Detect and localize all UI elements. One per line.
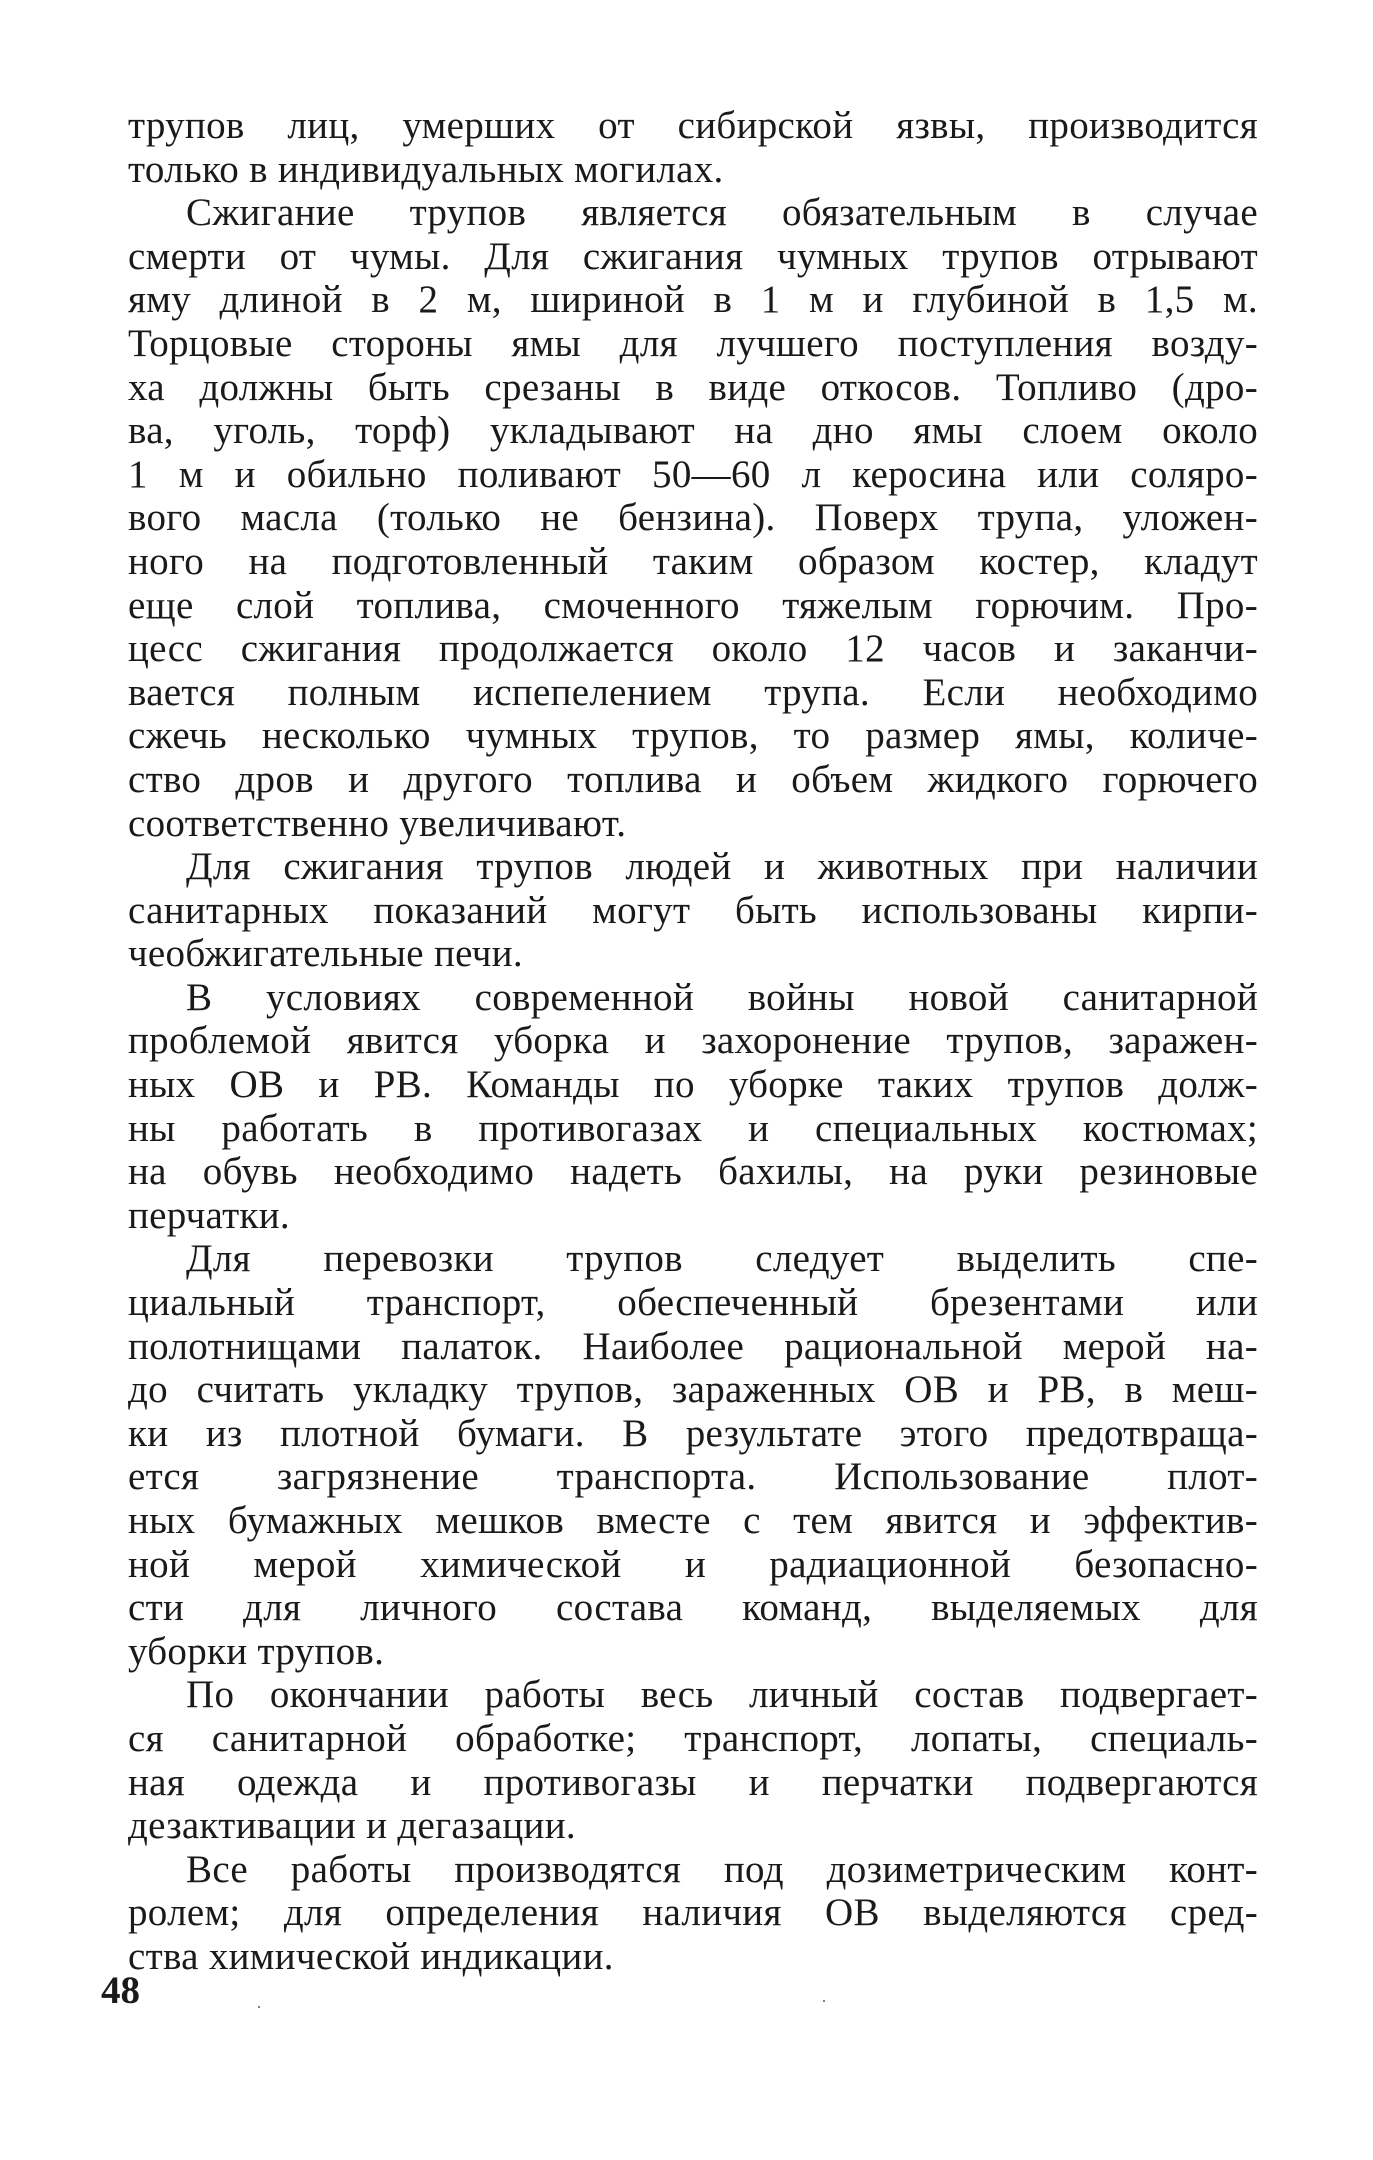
text-line: Все работы производятся под дозиметрическим конт- <box>186 1847 1258 1891</box>
paragraph <box>128 104 1258 191</box>
paragraph <box>128 191 1258 845</box>
text-line: ется загрязнение транспорта. Использование плот- <box>128 1455 1258 1499</box>
text-line: ха должны быть срезаны в виде откосов. Топливо (дро- <box>128 365 1258 409</box>
text-line: на обувь необходимо надеть бахилы, на руки резиновые <box>128 1150 1258 1194</box>
text-line: ных бумажных мешков вместе с тем явится и эффектив- <box>128 1499 1258 1542</box>
text-line: 1 м и обильно поливают 50—60 л керосина или соляро- <box>128 452 1258 496</box>
paragraph <box>128 1673 1258 1847</box>
text-line: проблемой явится уборка и захоронение трупов, заражен- <box>128 1019 1258 1063</box>
text-line: трупов лиц, умерших от сибирской язвы, производится <box>128 104 1258 147</box>
text-line: ного на подготовленный таким образом костер, кладут <box>128 539 1258 583</box>
paragraph <box>128 976 1258 1238</box>
text-line: ных ОВ и РВ. Команды по уборке таких трупов долж- <box>128 1063 1258 1107</box>
text-line: полотнищами палаток. Наиболее рациональной мерой на- <box>128 1324 1258 1368</box>
text-line: чеобжигательные печи. <box>128 932 523 976</box>
text-line: смерти от чумы. Для сжигания чумных трупов отрывают <box>128 234 1258 278</box>
text-line: соответственно увеличивают. <box>128 801 627 845</box>
text-line: вого масла (только не бензина). Поверх трупа, уложен- <box>128 496 1258 540</box>
text-line: ная одежда и противогазы и перчатки подвергаются <box>128 1760 1258 1804</box>
paragraph <box>128 845 1258 976</box>
scan-speck <box>823 2000 825 2002</box>
text-line: цесс сжигания продолжается около 12 часов и заканчи- <box>128 627 1258 671</box>
text-line: Сжигание трупов является обязательным в случае <box>186 191 1258 235</box>
text-line: ной мерой химической и радиационной безопасно- <box>128 1542 1258 1586</box>
text-line: ся санитарной обработке; транспорт, лопаты, специаль- <box>128 1716 1258 1760</box>
text-line: ки из плотной бумаги. В результате этого предотвраща- <box>128 1411 1258 1455</box>
text-line: Для сжигания трупов людей и животных при наличии <box>186 845 1258 889</box>
text-line: ны работать в противогазах и специальных костюмах; <box>128 1106 1258 1150</box>
text-line: По окончании работы весь личный состав подвергает- <box>186 1673 1258 1717</box>
text-line: санитарных показаний могут быть использованы кирпи- <box>128 888 1258 932</box>
text-line: яму длиной в 2 м, шириной в 1 м и глубиной в 1,5 м. <box>128 278 1258 322</box>
text-line: уборки трупов. <box>128 1629 385 1673</box>
text-line: дезактивации и дегазации. <box>128 1804 576 1848</box>
text-line: вается полным испепелением трупа. Если необходимо <box>128 670 1258 714</box>
text-line: ва, уголь, торф) укладывают на дно ямы слоем около <box>128 409 1258 453</box>
text-line: сжечь несколько чумных трупов, то размер ямы, количе- <box>128 714 1258 758</box>
text-line: циальный транспорт, обеспеченный брезентами или <box>128 1281 1258 1325</box>
text-line: только в индивидуальных могилах. <box>128 147 724 191</box>
text-line: до считать укладку трупов, зараженных ОВ и РВ, в меш- <box>128 1368 1258 1412</box>
text-line: еще слой топлива, смоченного тяжелым горючим. Про- <box>128 583 1258 627</box>
text-line: Торцовые стороны ямы для лучшего поступления возду- <box>128 321 1258 365</box>
page-body <box>128 104 1258 1979</box>
text-line: ролем; для определения наличия ОВ выделяются сред- <box>128 1891 1258 1935</box>
scan-speck <box>258 2006 260 2008</box>
text-line: Для перевозки трупов следует выделить спе- <box>186 1237 1258 1281</box>
paragraph <box>128 1237 1258 1673</box>
page-number: 48 <box>101 1969 140 2012</box>
text-line: ство дров и другого топлива и объем жидкого горючего <box>128 757 1258 801</box>
text-line: сти для личного состава команд, выделяемых для <box>128 1586 1258 1630</box>
text-line: перчатки. <box>128 1193 290 1237</box>
text-line: В условиях современной войны новой санитарной <box>186 975 1258 1019</box>
text-line: ства химической индикации. <box>128 1934 614 1978</box>
paragraph <box>128 1848 1258 1979</box>
